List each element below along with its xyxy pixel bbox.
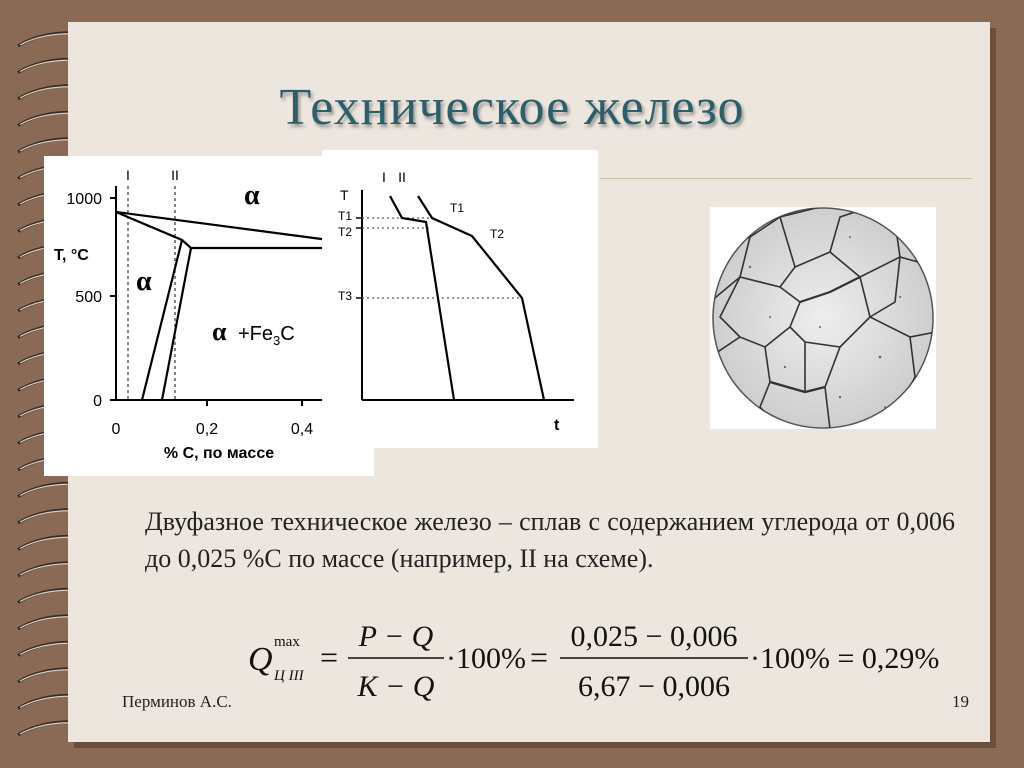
marker-II: II [171,167,179,183]
formula-q: Q [248,641,273,678]
region-mix-label: $+Fe_3C$ [238,323,295,348]
frac1-numerator: P − Q [358,620,434,653]
description-text: Двуфазное техническое железо – сплав с содержанием углерода от 0,006 до 0,025 %С по массе (например, II на схеме). [145,507,955,573]
micrograph-panel [710,207,936,429]
phase-line-solvus [162,248,191,400]
marker-I: I [126,167,130,183]
x-tick-0: 0 [111,421,121,438]
formula-subscript: Ц III [274,668,304,684]
region-alpha-left: α [136,266,152,297]
y-tick-0: 0 [93,393,102,410]
marker-I: I [382,169,386,185]
y-axis-label: T, °C [54,247,89,264]
formula-equals-1: = [320,639,339,675]
author: Перминов А.С. [122,692,232,711]
y-tick-1000: 1000 [66,191,102,208]
level-T3: T3 [338,289,353,303]
level-T2: T2 [338,225,353,239]
cooling-curves [322,150,598,448]
marker-II: II [398,169,406,185]
level-T1: T1 [338,209,353,223]
formula-equals-2: = [530,639,549,675]
grain-structure-icon [710,207,936,429]
y-axis-label: T [340,187,349,203]
x-axis-label: t [554,417,560,434]
formula [248,616,968,706]
y-tick-500: 500 [75,289,102,306]
phase-line-solubility [142,240,182,400]
curve-label-T2: T2 [490,227,505,241]
frac1-denominator: K − Q [357,670,435,703]
frac2-numerator: 0,025 − 0,006 [570,620,738,653]
page-number: 19 [952,692,969,711]
x-tick-0-4: 0,4 [290,421,314,438]
x-axis-label: % C, по массе [163,445,275,462]
cooling-curves-panel [322,150,598,448]
curve-label-T1: T1 [450,201,465,215]
formula-result: ·100% = 0,29% [750,642,940,675]
frac2-denominator: 6,67 − 0,006 [578,670,730,703]
phase-line-eutectoid [116,212,329,248]
formula-superscript: max [274,634,300,650]
x-tick-0-2: 0,2 [195,421,219,438]
formula-graphic [248,616,968,706]
region-alpha-top: α [244,180,260,211]
slide-title: Техническое железо [279,79,745,136]
formula-times-percent: ·100% [446,642,526,675]
region-mix-alpha: α [212,317,227,346]
title-divider [600,178,972,179]
